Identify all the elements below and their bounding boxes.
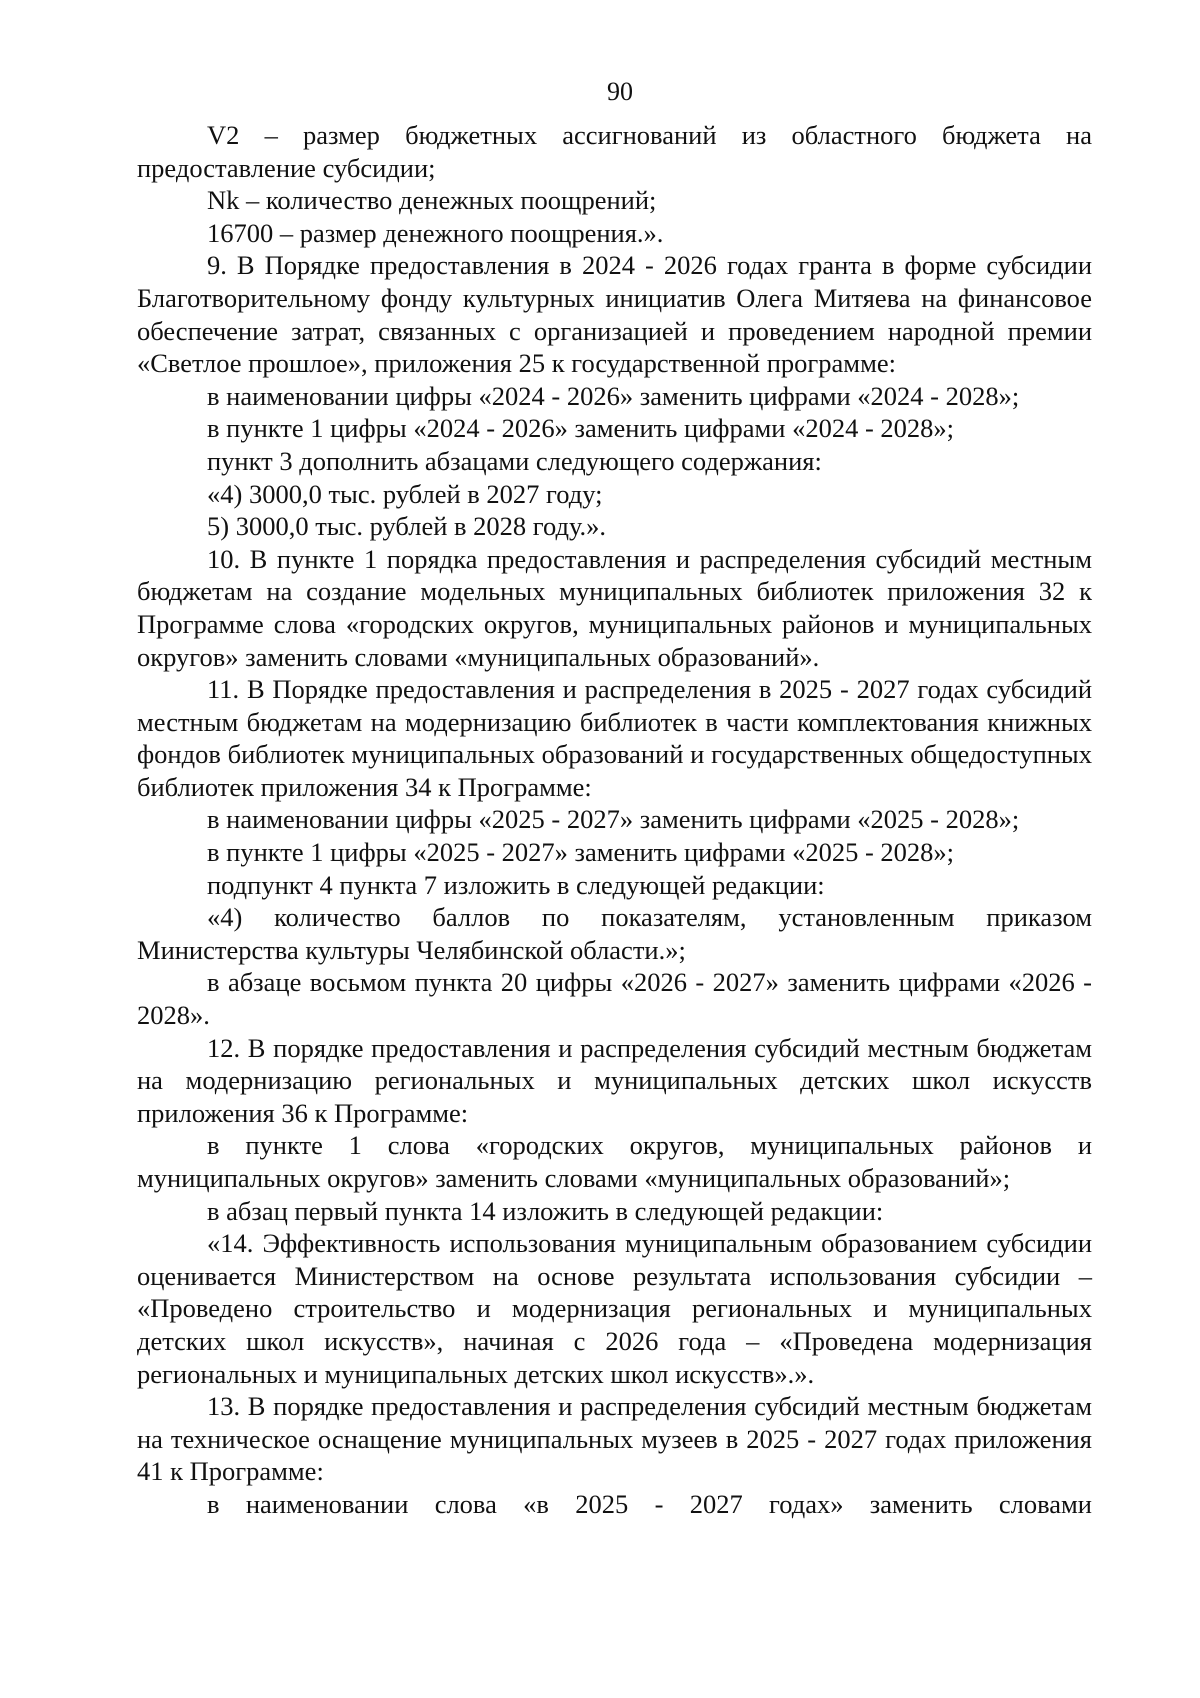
paragraph-item-11-point-20-change: в абзаце восьмом пункта 20 цифры «2026 - 2027» заменить цифрами «2026 - 2028». [137,967,1092,1031]
paragraph-item-11-subpoint-4-text: «4) количество баллов по показателям, установленным приказом Министерства культуры Челябинской области.»; [137,902,1092,965]
paragraph-item-9-sum-2028: 5) 3000,0 тыс. рублей в 2028 году.». [207,511,607,542]
paragraph-item-9-sum-2027: «4) 3000,0 тыс. рублей в 2027 году; [207,478,603,509]
page-number: 90 [607,77,633,106]
paragraph-item-11-name-change: в наименовании цифры «2025 - 2027» заменить цифрами «2025 - 2028»; [207,804,1020,835]
paragraph-item-9: 9. В Порядке предоставления в 2024 - 2026 годах гранта в форме субсидии Благотворительному фонду культурных инициатив Олега Митяева на финансовое обеспечение затрат, связанных с организацией и проведением народной премии «Светлое прошлое», приложения 25 к государственной программе: [137,250,1092,379]
paragraph-item-12: 12. В порядке предоставления и распределения субсидий местным бюджетам на модернизацию региональных и муниципальных детских школ искусств приложения 36 к Программе: [137,1032,1092,1128]
paragraph-item-12-point-14-intro: в абзац первый пункта 14 изложить в следующей редакции: [207,1195,884,1226]
paragraph-item-9-point-1-change: в пункте 1 цифры «2024 - 2026» заменить цифрами «2024 - 2028»; [207,413,955,444]
paragraph-item-13-name-change: в наименовании слова «в 2025 - 2027 годах» заменить словами [207,1488,1092,1519]
paragraph-item-10: 10. В пункте 1 порядка предоставления и распределения субсидий местным бюджетам на создание модельных муниципальных библиотек приложения 32 к Программе слова «городских округов, муниципальных районов и муниципальных округов» заменить словами «муниципальных образований». [137,543,1092,672]
paragraph-item-11: 11. В Порядке предоставления и распределения в 2025 - 2027 годах субсидий местным бюджетам на модернизацию библиотек в части комплектования книжных фондов библиотек муниципальных образований и государственных общедоступных библиотек приложения 34 к Программе: [137,674,1092,802]
paragraph-item-9-name-change: в наименовании цифры «2024 - 2026» заменить цифрами «2024 - 2028»; [207,380,1020,411]
paragraph-item-13: 13. В порядке предоставления и распределения субсидий местным бюджетам на техническое оснащение муниципальных музеев в 2025 - 2027 годах приложения 41 к Программе: [137,1391,1092,1487]
paragraph-item-11-point-1-change: в пункте 1 цифры «2025 - 2027» заменить цифрами «2025 - 2028»; [207,837,955,868]
paragraph-16700-definition: 16700 – размер денежного поощрения.». [207,217,664,248]
paragraph-item-9-point-3-addition: пункт 3 дополнить абзацами следующего содержания: [207,445,822,476]
paragraph-item-12-point-1-change: в пункте 1 слова «городских округов, муниципальных районов и муниципальных округов» заменить словами «муниципальных образований»; [137,1130,1092,1193]
paragraph-v2-definition: V2 – размер бюджетных ассигнований из областного бюджета на предоставление субсидии; [137,120,1092,183]
paragraph-nk-definition: Nk – количество денежных поощрений; [207,185,657,216]
paragraph-item-12-point-14-text: «14. Эффективность использования муниципальным образованием субсидии оценивается Министерством на основе результата использования субсидии – «Проведено строительство и модернизация региональных и муниципальных детских школ искусств», начиная с 2026 года – «Проведена модернизация региональных и муниципальных детских школ искусств».». [137,1228,1092,1389]
paragraph-item-11-subpoint-4: подпункт 4 пункта 7 изложить в следующей редакции: [207,869,825,900]
document-body [137,119,1092,1521]
